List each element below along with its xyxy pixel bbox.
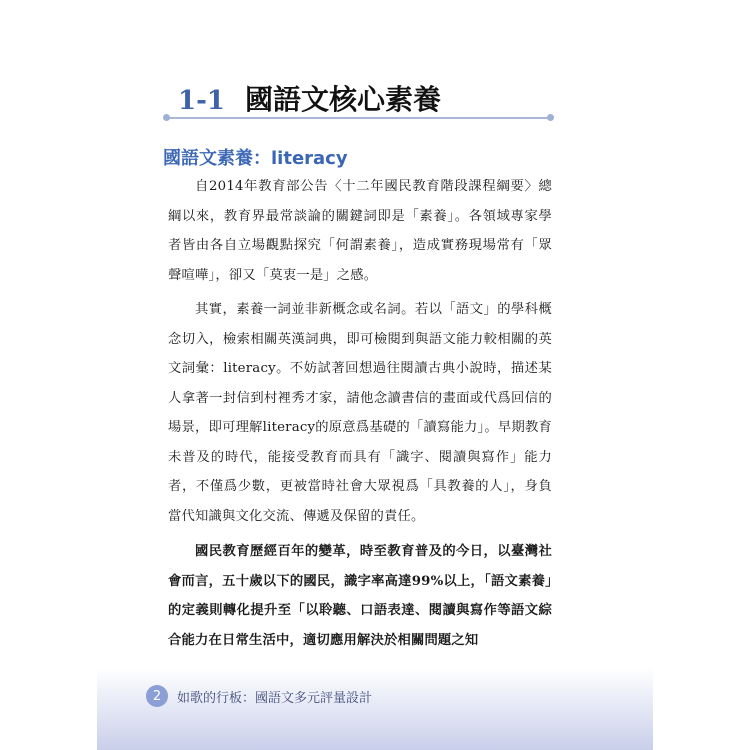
chapter-number: 1-1 bbox=[178, 86, 225, 116]
chapter-title bbox=[178, 78, 441, 118]
running-book-title: 如歌的行板：國語文多元評量設計 bbox=[177, 690, 373, 706]
section-heading: 國語文素養：literacy bbox=[163, 148, 348, 169]
footer-gradient-band bbox=[97, 668, 653, 750]
chapter-title-text: 國語文核心素養 bbox=[244, 83, 441, 116]
underline-dot-right bbox=[547, 114, 554, 121]
title-underline bbox=[166, 117, 550, 119]
body-paragraph-1: 自2014年教育部公告〈十二年國民教育階段課程綱要〉總綱以來，教育界最常談論的關鍵詞即是「素養」。各領域專家學者皆由各自立場觀點探究「何謂素養」，造成實務現場常有「眾聲喧嘩」，卻又「莫衷一是」之感。 bbox=[168, 179, 552, 283]
body-paragraph-3: 國民教育歷經百年的變革，時至教育普及的今日，以臺灣社會而言，五十歲以下的國民，識字率高達99%以上，「語文素養」的定義則轉化提升至「以聆聽、口語表達、閱讀與寫作等語文綜合能力在日常生活中，適切應用解決於相關問題之知 bbox=[168, 544, 552, 648]
page-footer bbox=[146, 685, 372, 707]
body-paragraph-2: 其實，素養一詞並非新概念或名詞。若以「語文」的學科概念切入，檢索相關英漢詞典，即可檢閱到與語文能力較相關的英文詞彙：literacy。不妨試著回想過往閱讀古典小說時，描述某人拿著一封信到村裡秀才家，請他念讀書信的畫面或代爲回信的場景，即可理解literacy的原意爲基礎的「讀寫能力」。早期教育未普及的時代，能接受教育而具有「識字、閱讀與寫作」能力者，不僅爲少數，更被當時社會大眾視爲「具教養的人」，身負當代知識與文化交流、傳遞及保留的責任。 bbox=[168, 302, 552, 524]
page-number-badge: 2 bbox=[146, 685, 168, 707]
underline-dot-left bbox=[163, 114, 170, 121]
